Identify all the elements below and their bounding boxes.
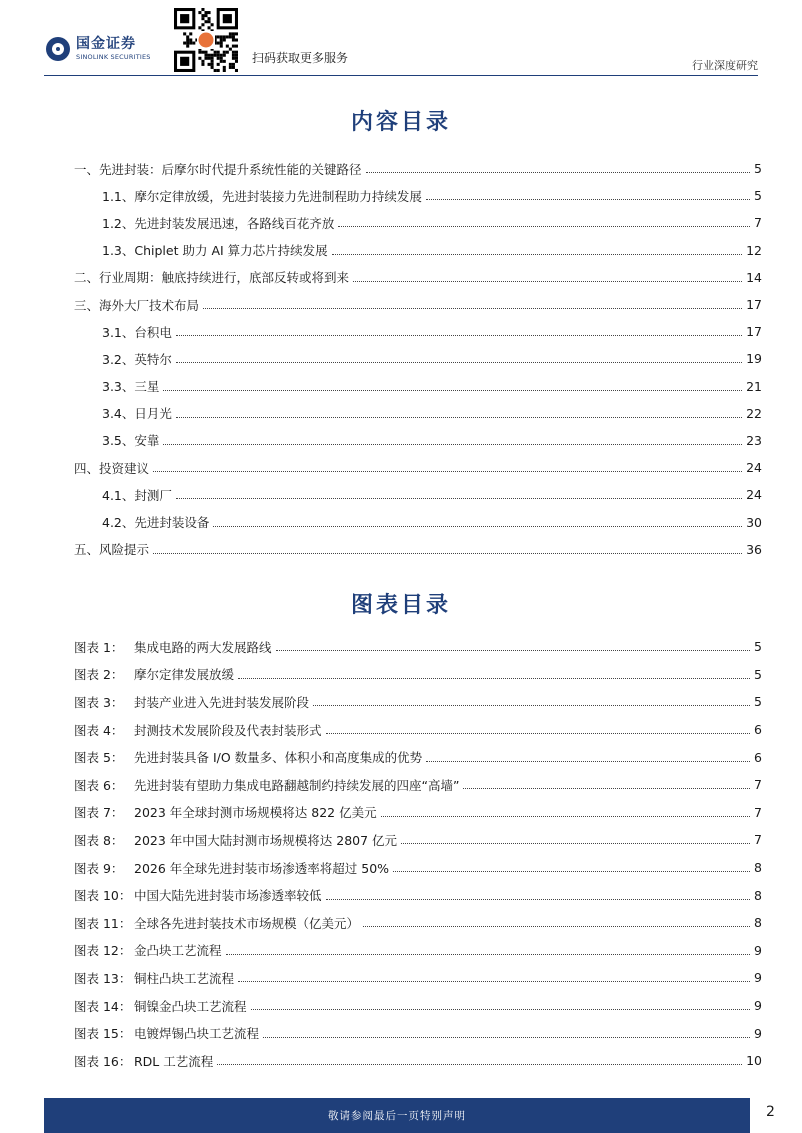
figure-entry-page: 9: [754, 942, 762, 958]
leader-dots: [217, 1064, 742, 1065]
toc-entry-page: 17: [746, 324, 762, 340]
toc-entry-label: 3.1、台积电: [102, 324, 172, 340]
figure-entry[interactable]: [74, 1047, 762, 1075]
figure-list-heading: 图表目录: [350, 592, 451, 618]
figure-number: 图表 10：: [74, 888, 132, 904]
figure-entry-label: 摩尔定律发展放缓: [134, 667, 235, 683]
figure-entry-page: 9: [754, 998, 762, 1014]
toc-entry-label: 3.5、安靠: [102, 433, 160, 449]
figure-entry-page: 7: [754, 832, 762, 848]
toc-entry[interactable]: [74, 155, 762, 182]
leader-dots: [326, 733, 751, 734]
figure-entry[interactable]: [74, 716, 762, 744]
figure-entry[interactable]: [74, 826, 762, 854]
footer-disclaimer: 敬请参阅最后一页特别声明: [328, 1110, 466, 1122]
leader-dots: [163, 390, 742, 391]
figure-number: 图表 13：: [74, 970, 132, 986]
toc-entry-label: 一、先进封装：后摩尔时代提升系统性能的关键路径: [74, 161, 362, 177]
toc-entry-label: 1.2、先进封装发展迅速，各路线百花齐放: [102, 215, 335, 231]
leader-dots: [203, 308, 742, 309]
figure-number: 图表 15：: [74, 1026, 132, 1042]
leader-dots: [213, 526, 742, 527]
figure-number: 图表 3：: [74, 694, 124, 710]
figure-entry[interactable]: [74, 688, 762, 716]
leader-dots: [163, 444, 742, 445]
figure-entry-label: 铜柱凸块工艺流程: [134, 970, 235, 986]
page-header: [0, 0, 802, 80]
figure-entry-label: 全球各先进封装技术市场规模（亿美元）: [134, 915, 360, 931]
toc-entry-label: 1.1、摩尔定律放缓，先进封装接力先进制程助力持续发展: [102, 188, 422, 204]
figure-entry-page: 5: [754, 666, 762, 682]
toc-entry-label: 4.1、封测厂: [102, 487, 172, 503]
figure-entry[interactable]: [74, 881, 762, 909]
figure-number: 图表 8：: [74, 832, 124, 848]
toc-entry-label: 3.4、日月光: [102, 406, 172, 422]
figure-entry-page: 8: [754, 915, 762, 931]
header-divider: [44, 75, 758, 76]
figure-entry-page: 7: [754, 804, 762, 820]
toc-entry-label: 二、行业周期：触底持续进行，底部反转或将到来: [74, 270, 350, 286]
page-number: 2: [766, 1104, 775, 1120]
figure-entry[interactable]: [74, 799, 762, 827]
table-of-contents: [74, 155, 762, 563]
leader-dots: [332, 254, 742, 255]
toc-entry-page: 23: [746, 432, 762, 448]
qr-code-icon[interactable]: [174, 8, 238, 72]
leader-dots: [176, 362, 742, 363]
figure-entry-page: 6: [754, 749, 762, 765]
figure-entry-label: 2023 年中国大陆封测市场规模将达 2807 亿元: [134, 832, 398, 848]
figure-entry[interactable]: [74, 854, 762, 882]
toc-entry[interactable]: [74, 237, 762, 264]
leader-dots: [313, 705, 750, 706]
leader-dots: [426, 199, 750, 200]
leader-dots: [153, 553, 742, 554]
toc-entry[interactable]: [74, 427, 762, 454]
figure-entry[interactable]: [74, 771, 762, 799]
figure-entry-label: 电镀焊锡凸块工艺流程: [134, 1026, 260, 1042]
toc-entry-page: 12: [746, 242, 762, 258]
toc-entry-page: 36: [746, 541, 762, 557]
figure-entry[interactable]: [74, 992, 762, 1020]
leader-dots: [463, 788, 750, 789]
toc-entry-label: 四、投资建议: [74, 460, 150, 476]
figure-entry-page: 9: [754, 970, 762, 986]
leader-dots: [393, 871, 750, 872]
figure-entry-page: 7: [754, 777, 762, 793]
toc-entry-label: 1.3、Chiplet 助力 AI 算力芯片持续发展: [102, 243, 328, 259]
logo-emblem-icon: [46, 37, 70, 61]
figure-entry-label: 封测技术发展阶段及代表封装形式: [134, 722, 322, 738]
figure-number: 图表 4：: [74, 722, 124, 738]
figure-entry[interactable]: [74, 909, 762, 937]
leader-dots: [176, 417, 742, 418]
figure-entry-label: 中国大陆先进封装市场渗透率较低: [134, 888, 322, 904]
leader-dots: [176, 498, 742, 499]
figure-entry-label: 封装产业进入先进封装发展阶段: [134, 694, 310, 710]
toc-entry-page: 14: [746, 269, 762, 285]
toc-entry-page: 21: [746, 378, 762, 394]
figure-number: 图表 11：: [74, 915, 132, 931]
figure-entry[interactable]: [74, 743, 762, 771]
leader-dots: [353, 281, 742, 282]
leader-dots: [263, 1037, 750, 1038]
figure-entry[interactable]: [74, 1019, 762, 1047]
figure-number: 图表 5：: [74, 750, 124, 766]
toc-entry-page: 22: [746, 405, 762, 421]
toc-entry[interactable]: [74, 400, 762, 427]
toc-entry[interactable]: [74, 508, 762, 535]
leader-dots: [426, 761, 750, 762]
figure-entry-label: 金凸块工艺流程: [134, 943, 222, 959]
list-of-figures: [74, 633, 762, 1075]
figure-entry-label: 先进封装具备 I/O 数量多、体积小和高度集成的优势: [134, 750, 423, 766]
company-logo: [46, 34, 151, 64]
toc-entry-label: 3.3、三星: [102, 379, 160, 395]
figure-entry-label: 集成电路的两大发展路线: [134, 639, 272, 655]
leader-dots: [238, 981, 750, 982]
toc-entry-page: 24: [746, 460, 762, 476]
figure-number: 图表 6：: [74, 777, 124, 793]
toc-entry-label: 五、风险提示: [74, 542, 150, 558]
leader-dots: [338, 226, 750, 227]
toc-entry[interactable]: [74, 291, 762, 318]
figure-entry-page: 9: [754, 1025, 762, 1041]
toc-entry[interactable]: [74, 264, 762, 291]
toc-entry-label: 4.2、先进封装设备: [102, 515, 210, 531]
toc-entry-page: 5: [754, 161, 762, 177]
leader-dots: [326, 899, 751, 900]
toc-entry-page: 17: [746, 297, 762, 313]
leader-dots: [366, 172, 751, 173]
leader-dots: [381, 816, 750, 817]
toc-entry-page: 30: [746, 514, 762, 530]
leader-dots: [238, 678, 750, 679]
toc-entry[interactable]: [74, 345, 762, 372]
figure-number: 图表 9：: [74, 860, 124, 876]
figure-number: 图表 2：: [74, 667, 124, 683]
toc-entry[interactable]: [74, 318, 762, 345]
toc-entry[interactable]: [74, 481, 762, 508]
figure-entry-page: 10: [746, 1053, 762, 1069]
figure-entry-page: 5: [754, 694, 762, 710]
leader-dots: [363, 926, 750, 927]
figure-entry-page: 5: [754, 639, 762, 655]
figure-number: 图表 16：: [74, 1053, 132, 1069]
figure-entry-label: 先进封装有望助力集成电路翻越制约持续发展的四座“高墙”: [134, 777, 460, 793]
footer-bar: [44, 1098, 750, 1133]
figure-entry[interactable]: [74, 937, 762, 965]
figure-number: 图表 14：: [74, 998, 132, 1014]
toc-entry-page: 24: [746, 487, 762, 503]
report-type-label: 行业深度研究: [692, 59, 758, 72]
toc-entry-label: 三、海外大厂技术布局: [74, 297, 200, 313]
figure-entry-page: 8: [754, 860, 762, 876]
toc-entry-page: 5: [754, 188, 762, 204]
logo-name-en: SINOLINK SECURITIES: [76, 53, 151, 62]
figure-entry-label: 2023 年全球封测市场规模将达 822 亿美元: [134, 805, 377, 821]
leader-dots: [251, 1009, 751, 1010]
toc-entry[interactable]: [74, 209, 762, 236]
figure-entry-page: 8: [754, 887, 762, 903]
figure-entry-label: 铜镍金凸块工艺流程: [134, 998, 247, 1014]
logo-name-cn: 国金证券: [76, 36, 136, 53]
leader-dots: [176, 335, 742, 336]
figure-entry[interactable]: [74, 633, 762, 661]
figure-entry-page: 6: [754, 722, 762, 738]
toc-entry-page: 19: [746, 351, 762, 367]
figure-number: 图表 12：: [74, 943, 132, 959]
leader-dots: [276, 650, 751, 651]
figure-number: 图表 7：: [74, 805, 124, 821]
toc-heading: 内容目录: [350, 109, 451, 135]
leader-dots: [226, 954, 751, 955]
leader-dots: [153, 471, 742, 472]
qr-caption: 扫码获取更多服务: [252, 51, 349, 65]
toc-entry-page: 7: [754, 215, 762, 231]
figure-entry[interactable]: [74, 661, 762, 689]
toc-entry[interactable]: [74, 373, 762, 400]
toc-entry-label: 3.2、英特尔: [102, 351, 172, 367]
figure-entry[interactable]: [74, 964, 762, 992]
toc-entry[interactable]: [74, 536, 762, 563]
toc-entry[interactable]: [74, 454, 762, 481]
leader-dots: [401, 843, 750, 844]
toc-entry[interactable]: [74, 182, 762, 209]
figure-entry-label: 2026 年全球先进封装市场渗透率将超过 50%: [134, 860, 390, 876]
figure-entry-label: RDL 工艺流程: [134, 1053, 214, 1069]
figure-number: 图表 1：: [74, 639, 124, 655]
